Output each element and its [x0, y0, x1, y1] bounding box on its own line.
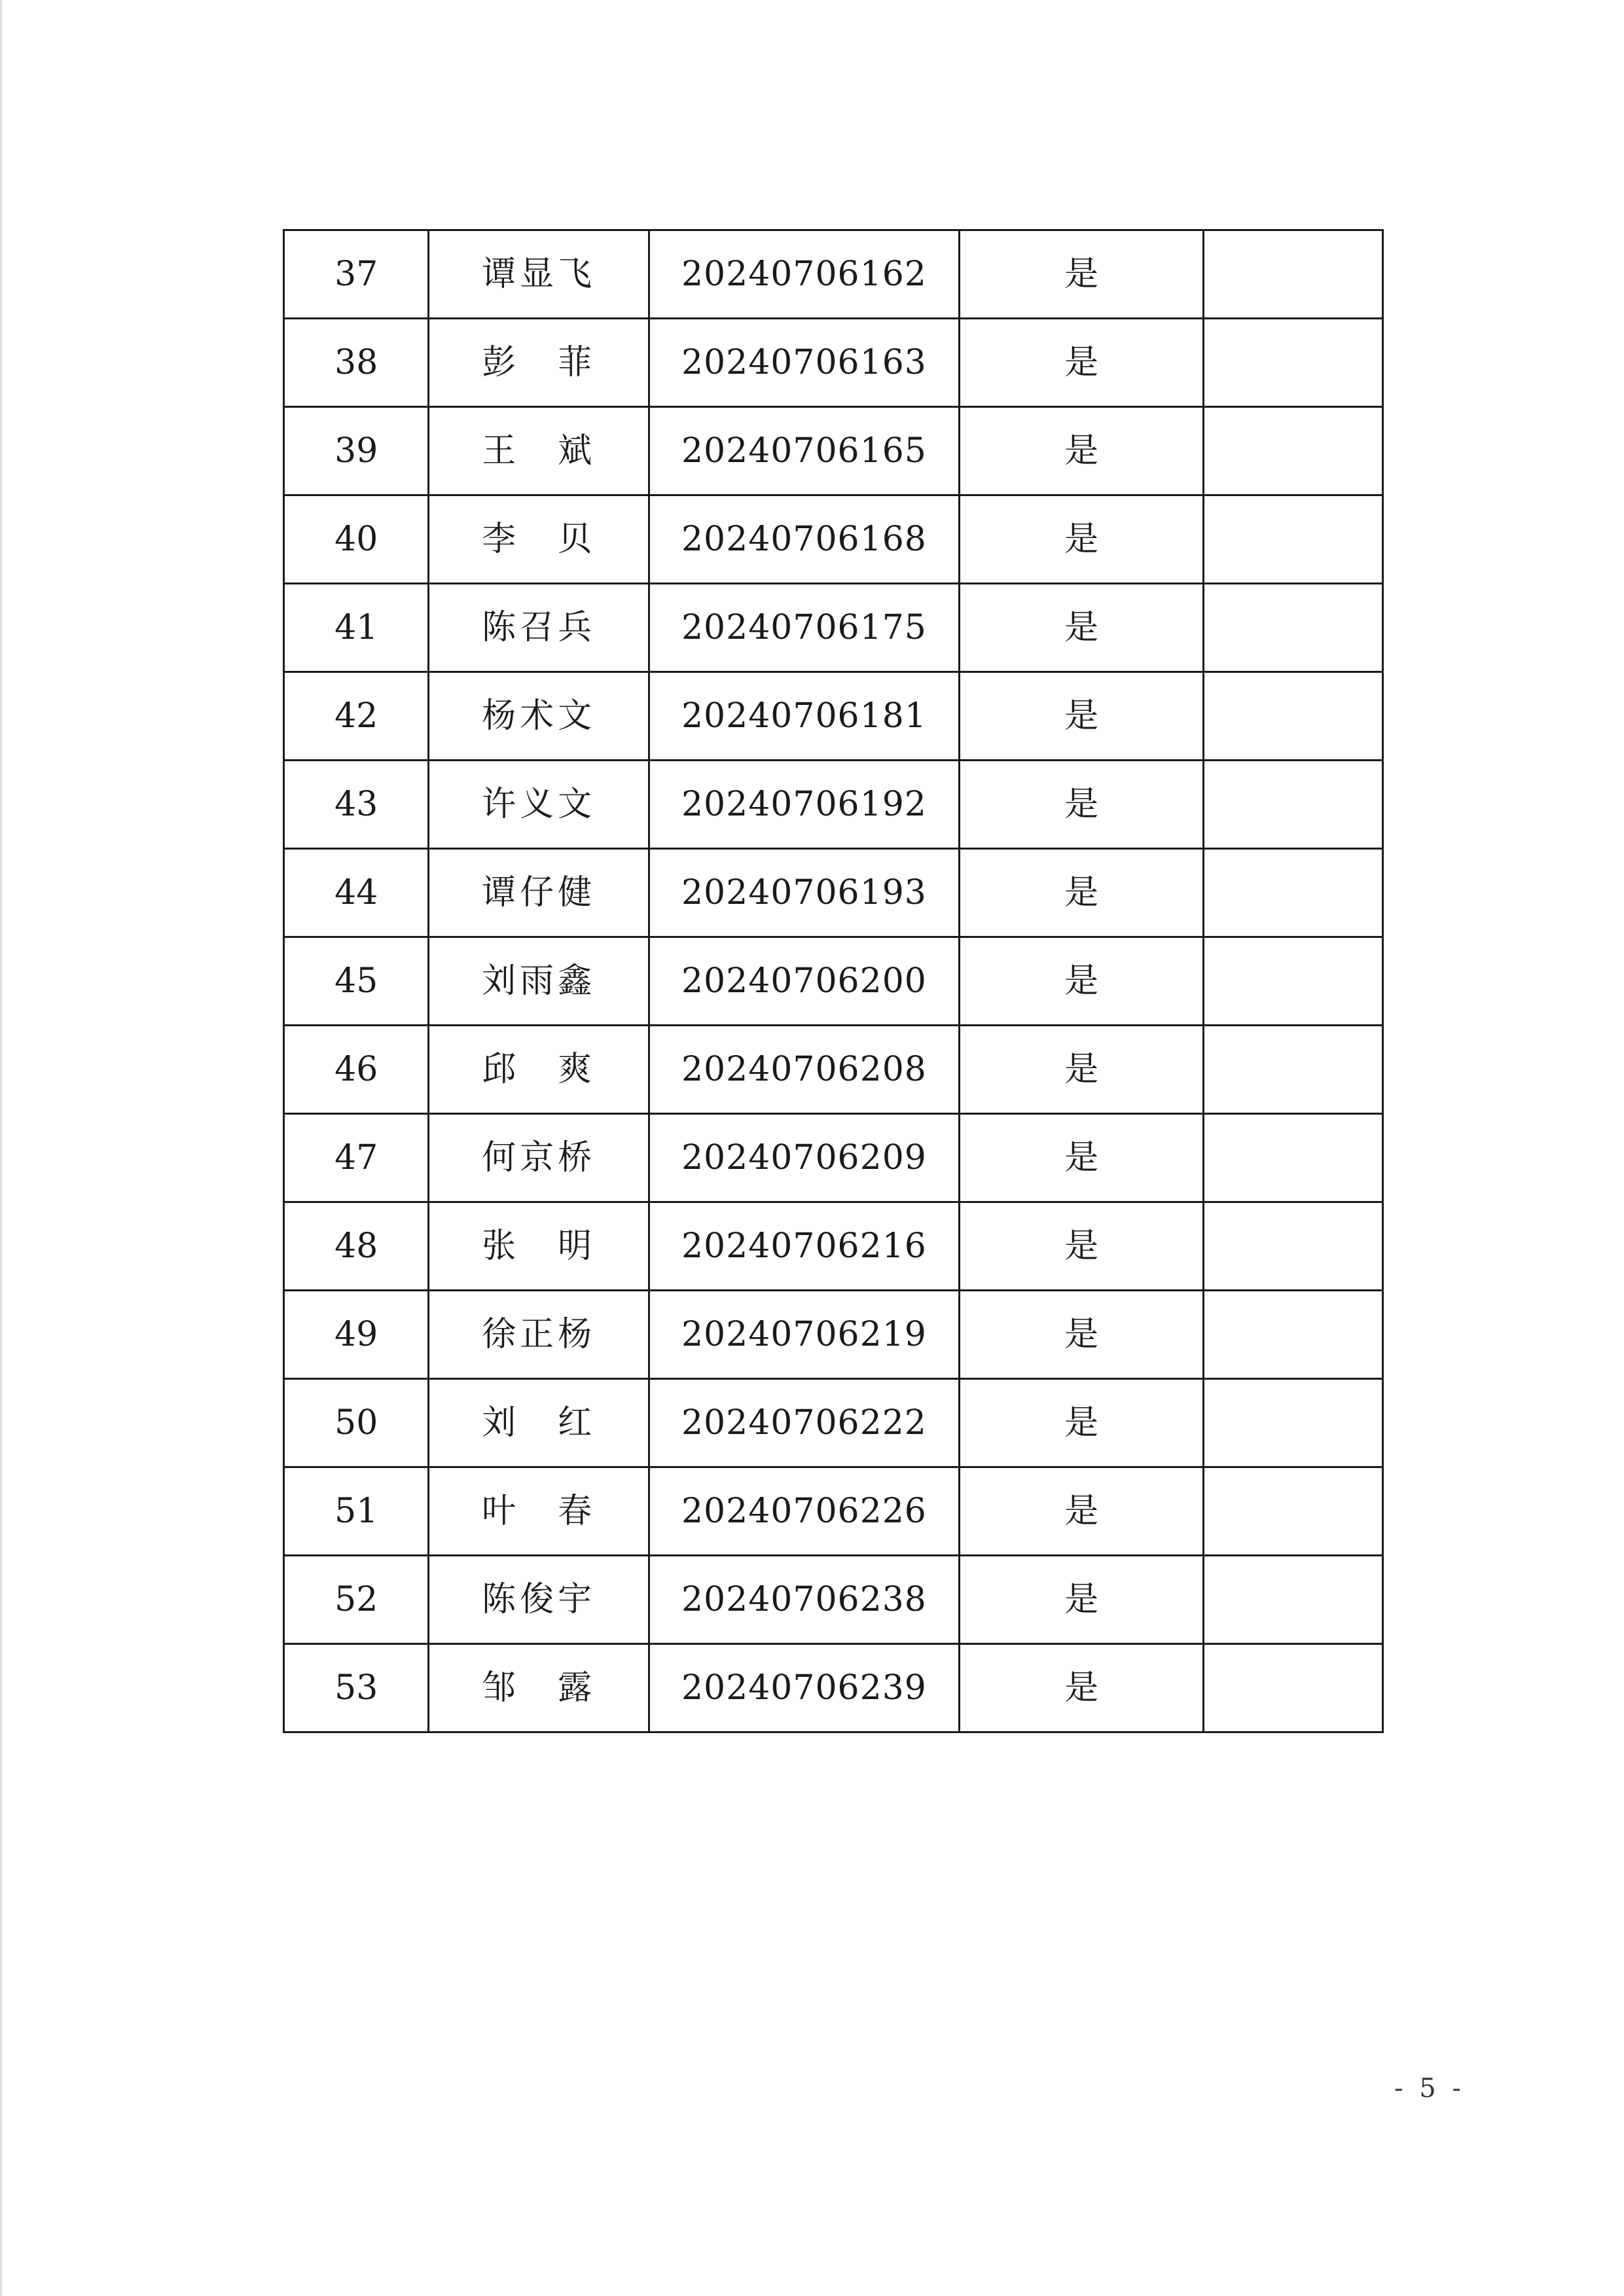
exam-id: 20240706222: [649, 1379, 959, 1467]
candidate-name: 谭仔健: [429, 849, 649, 937]
table-row: [284, 1556, 1383, 1644]
row-number: 47: [284, 1114, 429, 1202]
remarks: [1204, 495, 1383, 584]
table-row: [284, 1291, 1383, 1379]
row-number: 44: [284, 849, 429, 937]
qualified-status: 是: [959, 230, 1204, 319]
table-row: [284, 849, 1383, 937]
remarks: [1204, 761, 1383, 849]
exam-id: 20240706192: [649, 761, 959, 849]
qualified-status: 是: [959, 849, 1204, 937]
qualified-status: 是: [959, 1026, 1204, 1114]
row-number: 49: [284, 1291, 429, 1379]
qualified-status: 是: [959, 407, 1204, 495]
row-number: 52: [284, 1556, 429, 1644]
candidate-name: 李 贝: [429, 495, 649, 584]
qualified-status: 是: [959, 1114, 1204, 1202]
remarks: [1204, 1379, 1383, 1467]
table-row: [284, 407, 1383, 495]
candidate-name: 杨术文: [429, 672, 649, 761]
exam-id: 20240706193: [649, 849, 959, 937]
candidate-name: 张 明: [429, 1202, 649, 1291]
qualified-status: 是: [959, 1202, 1204, 1291]
qualified-status: 是: [959, 1467, 1204, 1556]
table-row: [284, 319, 1383, 407]
candidate-name: 许义文: [429, 761, 649, 849]
table-row: [284, 761, 1383, 849]
row-number: 41: [284, 584, 429, 672]
exam-id: 20240706165: [649, 407, 959, 495]
remarks: [1204, 1291, 1383, 1379]
exam-id: 20240706181: [649, 672, 959, 761]
exam-id: 20240706239: [649, 1644, 959, 1732]
qualified-status: 是: [959, 1556, 1204, 1644]
remarks: [1204, 672, 1383, 761]
page-edge: [0, 0, 4, 2296]
table-row: [284, 1379, 1383, 1467]
table-row: [284, 495, 1383, 584]
candidate-name: 刘雨鑫: [429, 937, 649, 1026]
row-number: 40: [284, 495, 429, 584]
table-row: [284, 1114, 1383, 1202]
qualified-status: 是: [959, 672, 1204, 761]
candidate-name: 陈召兵: [429, 584, 649, 672]
row-number: 51: [284, 1467, 429, 1556]
row-number: 46: [284, 1026, 429, 1114]
table-row: [284, 1026, 1383, 1114]
exam-id: 20240706163: [649, 319, 959, 407]
qualified-status: 是: [959, 584, 1204, 672]
remarks: [1204, 319, 1383, 407]
table-row: [284, 1644, 1383, 1732]
exam-id: 20240706200: [649, 937, 959, 1026]
candidate-name: 王 斌: [429, 407, 649, 495]
table-row: [284, 230, 1383, 319]
exam-id: 20240706209: [649, 1114, 959, 1202]
remarks: [1204, 849, 1383, 937]
remarks: [1204, 1556, 1383, 1644]
row-number: 50: [284, 1379, 429, 1467]
remarks: [1204, 1114, 1383, 1202]
candidate-name: 邱 爽: [429, 1026, 649, 1114]
remarks: [1204, 1026, 1383, 1114]
roster-table: [283, 229, 1384, 1733]
candidate-name: 彭 菲: [429, 319, 649, 407]
exam-id: 20240706226: [649, 1467, 959, 1556]
table-row: [284, 1202, 1383, 1291]
table-row: [284, 584, 1383, 672]
qualified-status: 是: [959, 1379, 1204, 1467]
row-number: 43: [284, 761, 429, 849]
page-number: - 5 -: [1394, 2073, 1465, 2104]
exam-id: 20240706175: [649, 584, 959, 672]
candidate-name: 刘 红: [429, 1379, 649, 1467]
remarks: [1204, 407, 1383, 495]
candidate-name: 叶 春: [429, 1467, 649, 1556]
remarks: [1204, 584, 1383, 672]
row-number: 37: [284, 230, 429, 319]
row-number: 38: [284, 319, 429, 407]
qualified-status: 是: [959, 319, 1204, 407]
remarks: [1204, 230, 1383, 319]
table-row: [284, 1467, 1383, 1556]
exam-id: 20240706168: [649, 495, 959, 584]
qualified-status: 是: [959, 1291, 1204, 1379]
candidate-name: 邹 露: [429, 1644, 649, 1732]
roster-table-body: [284, 230, 1383, 1732]
exam-id: 20240706216: [649, 1202, 959, 1291]
row-number: 42: [284, 672, 429, 761]
candidate-name: 陈俊宇: [429, 1556, 649, 1644]
row-number: 39: [284, 407, 429, 495]
table-row: [284, 937, 1383, 1026]
remarks: [1204, 937, 1383, 1026]
remarks: [1204, 1202, 1383, 1291]
exam-id: 20240706208: [649, 1026, 959, 1114]
remarks: [1204, 1467, 1383, 1556]
remarks: [1204, 1644, 1383, 1732]
row-number: 45: [284, 937, 429, 1026]
candidate-name: 何京桥: [429, 1114, 649, 1202]
candidate-name: 徐正杨: [429, 1291, 649, 1379]
exam-id: 20240706238: [649, 1556, 959, 1644]
exam-id: 20240706219: [649, 1291, 959, 1379]
row-number: 48: [284, 1202, 429, 1291]
qualified-status: 是: [959, 495, 1204, 584]
candidate-name: 谭显飞: [429, 230, 649, 319]
qualified-status: 是: [959, 761, 1204, 849]
table-row: [284, 672, 1383, 761]
exam-id: 20240706162: [649, 230, 959, 319]
qualified-status: 是: [959, 1644, 1204, 1732]
row-number: 53: [284, 1644, 429, 1732]
qualified-status: 是: [959, 937, 1204, 1026]
